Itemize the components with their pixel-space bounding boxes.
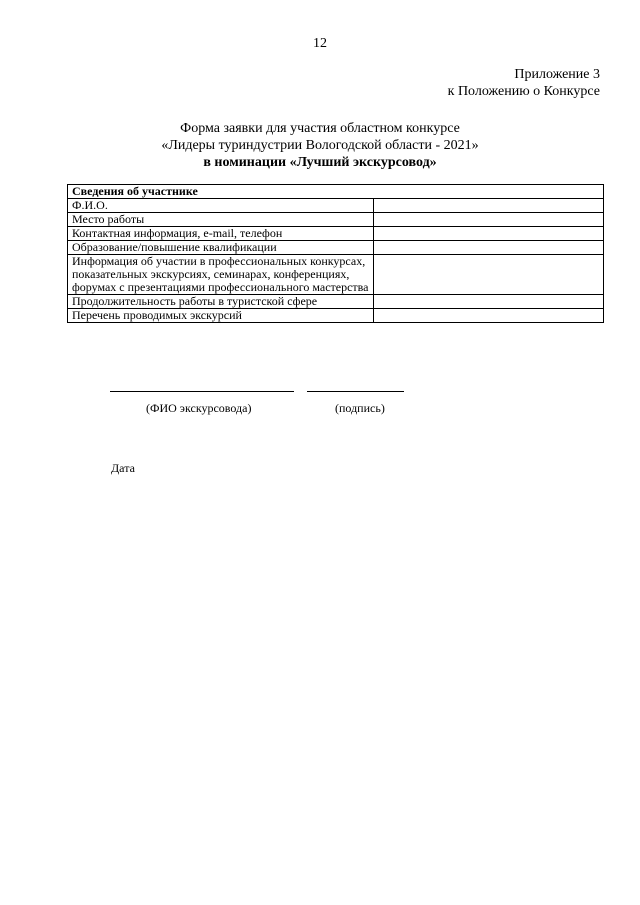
table-row xyxy=(68,241,604,255)
row-label-contacts: Контактная информация, e-mail, телефон xyxy=(68,227,374,241)
table-row xyxy=(68,255,604,295)
fio-caption: (ФИО экскурсовода) xyxy=(146,401,252,415)
table-header: Сведения об участнике xyxy=(68,185,604,199)
row-value-experience[interactable] xyxy=(374,295,604,309)
form-title xyxy=(0,120,640,171)
row-value-excursions[interactable] xyxy=(374,309,604,323)
row-label-workplace: Место работы xyxy=(68,213,374,227)
form-title-line-2: «Лидеры туриндустрии Вологодской области - 2021» xyxy=(161,138,479,153)
table-header-row xyxy=(68,185,604,199)
appendix-line-2: к Положению о Конкурсе xyxy=(447,84,600,99)
row-label-fio: Ф.И.О. xyxy=(68,199,374,213)
form-title-line-1: Форма заявки для участия областном конкурсе xyxy=(180,121,460,136)
page-number: 12 xyxy=(313,36,327,51)
row-value-competitions[interactable] xyxy=(374,255,604,295)
signature-caption: (подпись) xyxy=(335,401,385,415)
date-label: Дата xyxy=(111,461,135,475)
row-value-fio[interactable] xyxy=(374,199,604,213)
row-label-experience: Продолжительность работы в туристской сфере xyxy=(68,295,374,309)
row-label-competitions: Информация об участии в профессиональных конкурсах, показательных экскурсиях, семинарах, конференциях, форумах с презентациями профессионального мастерства xyxy=(68,255,374,295)
row-value-education[interactable] xyxy=(374,241,604,255)
table-row xyxy=(68,295,604,309)
table-row xyxy=(68,227,604,241)
table-row xyxy=(68,309,604,323)
signature-line[interactable] xyxy=(307,391,404,392)
row-label-education: Образование/повышение квалификации xyxy=(68,241,374,255)
form-title-line-3: в номинации «Лучший экскурсовод» xyxy=(203,155,437,170)
table-row xyxy=(68,213,604,227)
fio-signature-line[interactable] xyxy=(110,391,294,392)
appendix-reference xyxy=(448,66,600,100)
participant-info-table xyxy=(67,184,604,323)
appendix-line-1: Приложение 3 xyxy=(514,67,600,82)
row-value-contacts[interactable] xyxy=(374,227,604,241)
row-label-excursions: Перечень проводимых экскурсий xyxy=(68,309,374,323)
row-value-workplace[interactable] xyxy=(374,213,604,227)
table-row xyxy=(68,199,604,213)
